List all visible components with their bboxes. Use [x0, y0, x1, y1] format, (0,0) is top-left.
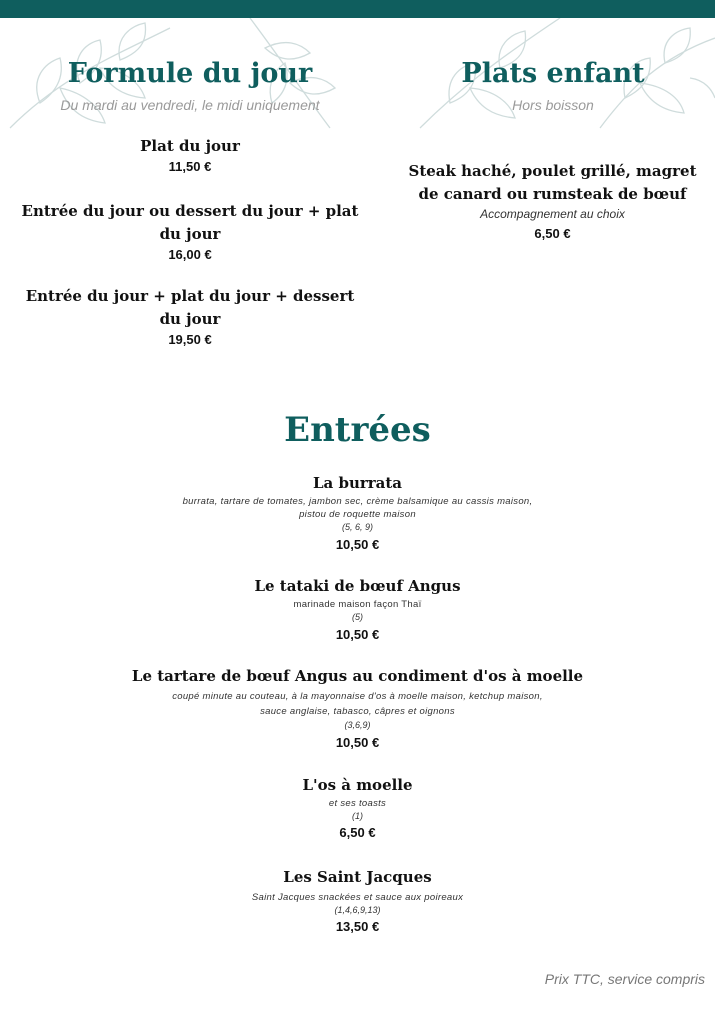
- enfant-title: Plats enfant: [461, 58, 645, 89]
- enfant-item-note: Accompagnement au choix: [480, 207, 625, 221]
- enfant-item-name-cont: de canard ou rumsteak de bœuf: [418, 185, 687, 203]
- entree-item-price: 10,50 €: [335, 735, 380, 750]
- entree-item-desc: Saint Jacques snackées et sauce aux poireaux: [251, 892, 464, 903]
- entree-item-price: 13,50 €: [335, 919, 380, 934]
- formule-item-name-cont: du jour: [159, 225, 221, 243]
- entree-item-allergens: (5, 6, 9): [341, 522, 373, 532]
- formule-item-name: Entrée du jour ou dessert du jour + plat: [21, 202, 359, 220]
- formule-item-price: 16,00 €: [168, 247, 212, 262]
- entree-item-name: Les Saint Jacques: [283, 868, 432, 886]
- entree-item-allergens: (1): [352, 811, 363, 821]
- formule-item-name-cont: du jour: [159, 310, 221, 328]
- enfant-item-name: Steak haché, poulet grillé, magret: [408, 162, 697, 180]
- footer-note: Prix TTC, service compris: [544, 971, 705, 987]
- entree-item-desc-cont: sauce anglaise, tabasco, câpres et oignons: [260, 706, 455, 717]
- formule-title: Formule du jour: [67, 58, 313, 89]
- entree-item-name: Le tartare de bœuf Angus au condiment d'os à moelle: [131, 667, 584, 685]
- formule-item-price: 19,50 €: [168, 332, 212, 347]
- entree-item-price: 10,50 €: [335, 627, 380, 642]
- entree-item-name: La burrata: [312, 474, 403, 492]
- formule-item-name: Plat du jour: [140, 137, 240, 155]
- entree-item-allergens: (5): [352, 612, 363, 622]
- formule-item-price: 11,50 €: [168, 159, 212, 174]
- entree-item-desc: coupé minute au couteau, à la mayonnaise d'os à moelle maison, ketchup maison,: [172, 691, 543, 702]
- entree-item-price: 6,50 €: [339, 825, 376, 840]
- entree-item-allergens: (3,6,9): [344, 720, 371, 730]
- formule-subtitle: Du mardi au vendredi, le midi uniquement: [60, 97, 320, 113]
- entree-item-desc: marinade maison façon Thaï: [293, 599, 422, 610]
- entrees-title: Entrées: [284, 410, 431, 450]
- entree-item-desc: et ses toasts: [328, 798, 387, 809]
- formule-item-name: Entrée du jour + plat du jour + dessert: [25, 287, 355, 305]
- entree-item-desc: burrata, tartare de tomates, jambon sec, crème balsamique au cassis maison,: [182, 496, 533, 507]
- entree-item-name: Le tataki de bœuf Angus: [254, 577, 461, 595]
- enfant-subtitle: Hors boisson: [512, 97, 594, 113]
- top-accent-bar: [0, 0, 715, 18]
- entree-item-name: L'os à moelle: [302, 776, 413, 794]
- entree-item-allergens: (1,4,6,9,13): [334, 905, 381, 915]
- enfant-item-price: 6,50 €: [534, 226, 571, 241]
- entree-item-price: 10,50 €: [335, 537, 380, 552]
- entree-item-desc-cont: pistou de roquette maison: [299, 509, 416, 520]
